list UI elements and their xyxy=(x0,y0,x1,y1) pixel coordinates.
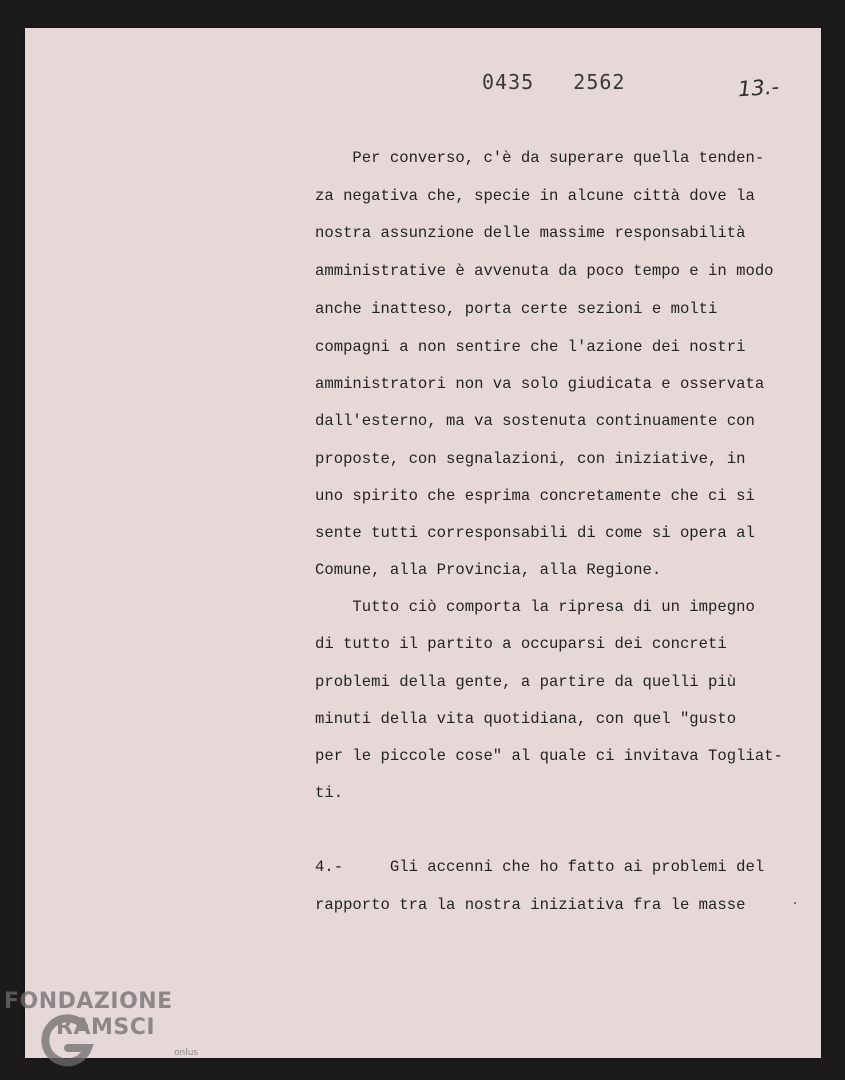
text-line: sente tutti corresponsabili di come si opera al xyxy=(315,524,755,542)
text-line: uno spirito che esprima concretamente che ci si xyxy=(315,487,755,505)
page-number: 13.- xyxy=(737,74,780,102)
watermark-line2: RAMSCI xyxy=(56,1015,156,1040)
text-line: Comune, alla Provincia, alla Regione. xyxy=(315,561,662,579)
text-line: per le piccole cose" al quale ci invitava Togliat- xyxy=(315,747,783,765)
text-line: Per converso, c'è da superare quella tenden- xyxy=(315,149,765,167)
text-line: za negativa che, specie in alcune città dove la xyxy=(315,187,755,205)
text-line: compagni a non sentire che l'azione dei nostri xyxy=(315,338,746,356)
text-line: amministratori non va solo giudicata e osservata xyxy=(315,375,765,393)
archive-number: 0435 2562 xyxy=(482,70,626,94)
text-line: anche inatteso, porta certe sezioni e molti xyxy=(315,300,718,318)
text-line: amministrative è avvenuta da poco tempo e in modo xyxy=(315,262,774,280)
ink-speck xyxy=(794,902,796,904)
text-line: rapporto tra la nostra iniziativa fra le masse xyxy=(315,896,746,914)
text-line: minuti della vita quotidiana, con quel "gusto xyxy=(315,710,737,728)
text-line: di tutto il partito a occuparsi dei concreti xyxy=(315,635,727,653)
watermark-line1: FONDAZIONE xyxy=(4,989,173,1014)
gramsci-g-logo-icon xyxy=(38,1012,96,1070)
text-line: 4.- Gli accenni che ho fatto ai problemi del xyxy=(315,858,765,876)
text-line: dall'esterno, ma va sostenuta continuamente con xyxy=(315,412,755,430)
watermark-suffix: onlus xyxy=(174,1048,199,1058)
text-line: problemi della gente, a partire da quelli più xyxy=(315,673,737,691)
text-line: nostra assunzione delle massime responsabilità xyxy=(315,224,746,242)
text-line: ti. xyxy=(315,784,344,802)
fondazione-gramsci-watermark xyxy=(4,988,199,1058)
text-line: proposte, con segnalazioni, con iniziative, in xyxy=(315,450,746,468)
text-line: Tutto ciò comporta la ripresa di un impegno xyxy=(315,598,755,616)
